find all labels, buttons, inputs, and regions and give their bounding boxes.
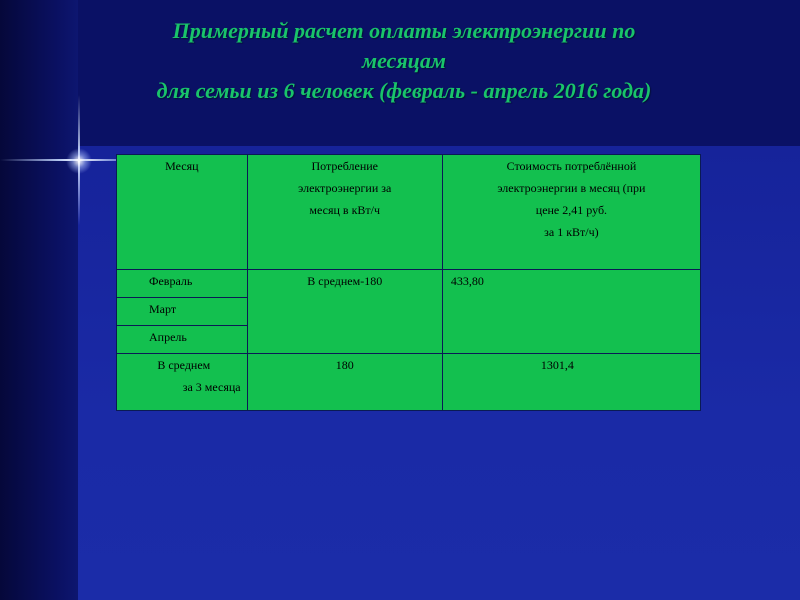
average-label-line-1: В среднем: [157, 358, 211, 372]
average-cost-cell: 1301,4: [442, 354, 700, 411]
header-cost-cell: [442, 155, 700, 270]
background-left-panel: [0, 0, 78, 600]
title-line-1: Примерный расчет оплаты электроэнергии по: [172, 18, 636, 43]
header-cost-line-2: электроэнергии в месяц (при: [497, 181, 646, 195]
consumption-cell-merged: В среднем-180: [247, 270, 442, 354]
average-label-line-2: за 3 месяца: [182, 380, 241, 394]
average-label-cell: [117, 354, 248, 411]
header-consumption-line-1: Потребление: [311, 159, 378, 173]
slide-title: [78, 16, 730, 106]
header-consumption-cell: [247, 155, 442, 270]
header-cost-line-1: Стоимость потреблённой: [506, 159, 637, 173]
header-consumption-line-3: месяц в кВт/ч: [309, 203, 381, 217]
table-row-february: [117, 270, 701, 298]
header-consumption-line-2: электроэнергии за: [298, 181, 392, 195]
header-cost-line-3: цене 2,41 руб.: [535, 203, 608, 217]
header-month-cell: [117, 155, 248, 270]
cost-cell-merged: 433,80: [442, 270, 700, 354]
table-row-average: [117, 354, 701, 411]
month-cell-march: Март: [117, 298, 248, 326]
month-cell-april: Апрель: [117, 326, 248, 354]
header-month-label: Месяц: [165, 159, 199, 173]
header-cost-line-4: за 1 кВт/ч): [544, 225, 599, 239]
title-line-2: месяцам: [362, 48, 446, 73]
average-consumption-cell: 180: [247, 354, 442, 411]
table-header-row: [117, 155, 701, 270]
sparkle-center-glow: [66, 148, 92, 174]
month-cell-february: Февраль: [117, 270, 248, 298]
title-line-3: для семьи из 6 человек (февраль - апрель 2016 года): [156, 78, 652, 103]
electricity-cost-table: [116, 154, 701, 411]
